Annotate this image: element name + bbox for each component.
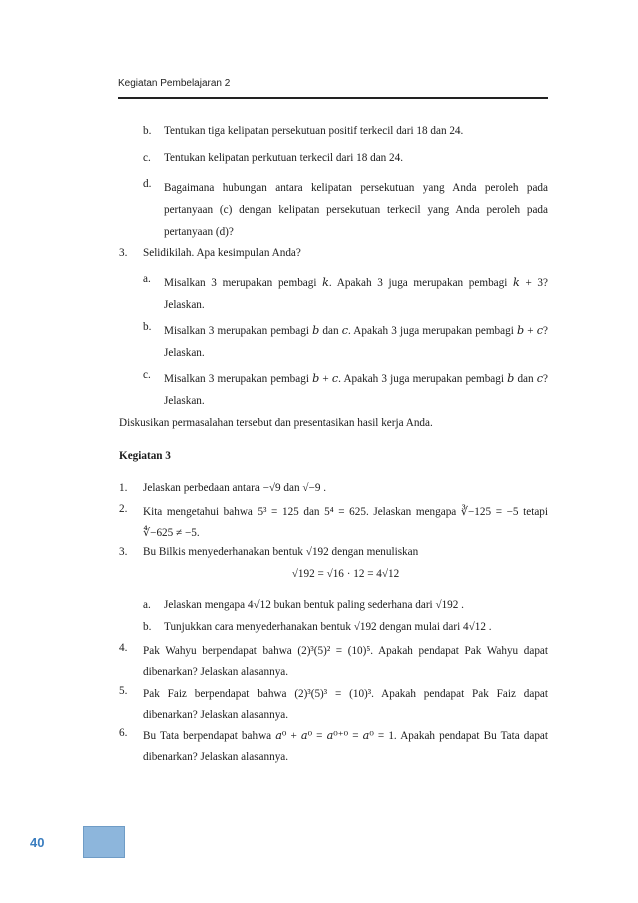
item-text: Bagaimana hubungan antara kelipatan persekutuan yang Anda peroleh pada pertanyaan (c) dengan kelipatan persekutuan terkecil yang Anda peroleh pada pertanyaan (d)? bbox=[164, 182, 548, 238]
item-text: Selidikilah. Apa kesimpulan Anda? bbox=[143, 247, 301, 259]
item-label: 6. bbox=[119, 727, 128, 739]
item-label: 3. bbox=[119, 247, 128, 259]
item-text: Misalkan 3 merupakan pembagi 𝑏 + 𝑐. Apakah 3 juga merupakan pembagi 𝑏 dan 𝑐? Jelaskan. bbox=[164, 373, 548, 407]
item-label: b. bbox=[143, 321, 152, 333]
header-rule bbox=[118, 97, 548, 99]
item-label: 4. bbox=[119, 642, 128, 654]
item-text: Misalkan 3 merupakan pembagi 𝑏 dan 𝑐. Apakah 3 juga merupakan pembagi 𝑏 + 𝑐? Jelaskan. bbox=[164, 325, 548, 359]
item-text: Jelaskan perbedaan antara −√9 dan √−9 . bbox=[143, 482, 327, 494]
item-text: Tentukan kelipatan perkutuan terkecil dari 18 dan 24. bbox=[164, 152, 404, 164]
running-header: Kegiatan Pembelajaran 2 bbox=[118, 78, 231, 89]
equation: √192 = √16 · 12 = 4√12 bbox=[291, 568, 400, 580]
item-label: a. bbox=[143, 273, 151, 285]
item-label: b. bbox=[143, 125, 152, 137]
item-text: Bu Bilkis menyederhanakan bentuk √192 dengan menuliskan bbox=[143, 546, 419, 558]
item-text: Jelaskan mengapa 4√12 bukan bentuk paling sederhana dari √192 . bbox=[164, 599, 464, 611]
item-label: d. bbox=[143, 178, 152, 190]
item-text: Bu Tata berpendapat bahwa 𝑎⁰ + 𝑎⁰ = 𝑎⁰⁺⁰ = 𝑎⁰ = 1. Apakah pendapat Bu Tata dapat dibenarkan? Jelaskan alasannya. bbox=[143, 730, 548, 763]
item-label: a. bbox=[143, 599, 151, 611]
page-tab-decoration bbox=[83, 826, 125, 858]
page-number: 40 bbox=[30, 835, 45, 850]
item-text: Tentukan tiga kelipatan persekutuan positif terkecil dari 18 dan 24. bbox=[164, 125, 464, 137]
item-text: Kita mengetahui bahwa 5³ = 125 dan 5⁴ = 625. Jelaskan mengapa ∛−125 = −5 tetapi ∜−625 ≠ −5. bbox=[143, 506, 548, 539]
item-text: Tunjukkan cara menyederhanakan bentuk √192 dengan mulai dari 4√12 . bbox=[164, 621, 492, 633]
item-label: b. bbox=[143, 621, 152, 633]
item-label: 1. bbox=[119, 482, 128, 494]
item-text: Pak Faiz berpendapat bahwa (2)³(5)³ = (10)³. Apakah pendapat Pak Faiz dapat dibenarkan? Jelaskan alasannya. bbox=[143, 688, 548, 721]
item-label: c. bbox=[143, 369, 151, 381]
item-text: Pak Wahyu berpendapat bahwa (2)³(5)² = (10)⁵. Apakah pendapat Pak Wahyu dapat dibenarkan? Jelaskan alasannya. bbox=[143, 645, 548, 678]
item-label: c. bbox=[143, 152, 151, 164]
item-label: 2. bbox=[119, 503, 128, 515]
section-title: Kegiatan 3 bbox=[119, 450, 171, 462]
discussion-paragraph: Diskusikan permasalahan tersebut dan presentasikan hasil kerja Anda. bbox=[119, 417, 433, 429]
item-label: 5. bbox=[119, 685, 128, 697]
item-label: 3. bbox=[119, 546, 128, 558]
item-text: Misalkan 3 merupakan pembagi 𝑘. Apakah 3 juga merupakan pembagi 𝑘 + 3? Jelaskan. bbox=[164, 277, 548, 311]
